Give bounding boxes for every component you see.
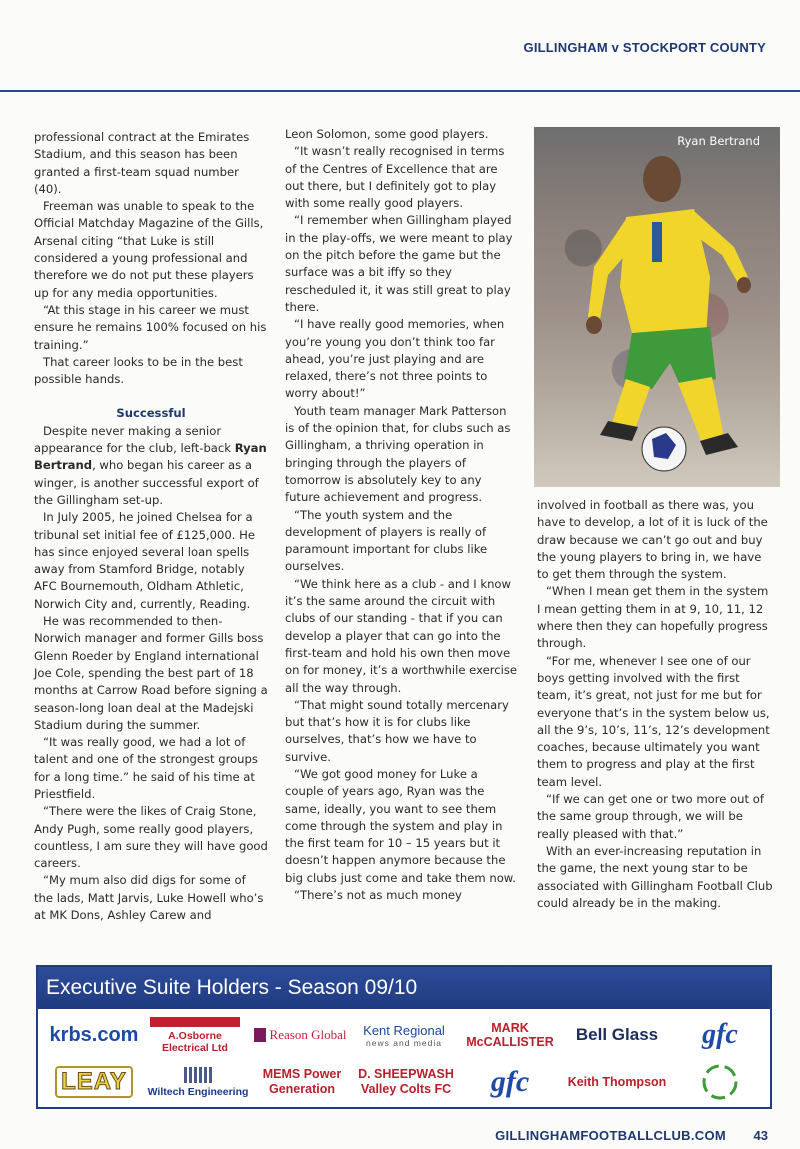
executive-suite-banner xyxy=(36,965,772,1109)
sponsor-bell-glass: Bell Glass xyxy=(575,1025,659,1044)
wiltech-logo-icon xyxy=(184,1067,212,1083)
page-footer xyxy=(0,1096,800,1149)
paragraph: “I have really good memories, when you’re young you don’t think too far ahead, you’re just playing and are relaxed, there’s not three points to worry about!” xyxy=(285,317,505,401)
leay-logo: LEAY xyxy=(55,1066,133,1098)
sponsor-gfc-logo: gfc xyxy=(702,1019,738,1050)
paragraph: professional contract at the Emirates Stadium, and this season has been granted a first-team squad number (40). xyxy=(34,130,250,196)
paragraph: “There were the likes of Craig Stone, Andy Pugh, some really good players, countless, I am sure they will have good careers. xyxy=(34,804,268,871)
reason-logo-icon xyxy=(254,1028,266,1042)
player-name: Ryan Bertrand xyxy=(34,441,267,473)
sponsor-krbs: krbs.com xyxy=(49,1023,139,1046)
sponsor-reason-global xyxy=(250,1017,350,1053)
paragraph: “For me, whenever I see one of our boys getting involved with the first team, it’s great, not just for me but for everyone that’s in the system below us, all the 9’s, 10’s, 11’s, 12’s development coaches, because ultimately you want them to progress and play at the first team level. xyxy=(537,653,770,789)
paragraph: That career looks to be in the best possible hands. xyxy=(34,354,243,387)
sponsor-osborne xyxy=(146,1013,244,1057)
player-figure xyxy=(534,127,780,487)
sponsor-keith-thompson: Keith Thompson xyxy=(567,1074,667,1089)
header-rule xyxy=(0,90,800,92)
paragraph: “It wasn’t really recognised in terms of the Centres of Excellence that are out there, but I definitely got to play with some really good players. xyxy=(285,144,505,211)
sponsor-mark-mccallister: MARK McCALLISTER xyxy=(466,1021,554,1049)
player-photo xyxy=(534,127,780,487)
paragraph: “The youth system and the development of players is really of paramount important for clubs like ourselves. xyxy=(285,507,488,574)
paragraph xyxy=(34,423,268,509)
sponsor-sublabel: news and media xyxy=(366,1037,442,1048)
paragraph: Youth team manager Mark Patterson is of the opinion that, for clubs such as Gillingham, a thriving operation in bringing through the players of tomorrow is absolutely key to any future achievement and progress. xyxy=(285,403,511,505)
paragraph: “If we can get one or two more out of the same group through, we will be really pleased with that.” xyxy=(537,792,764,841)
header-title: GILLINGHAM v STOCKPORT COUNTY xyxy=(523,40,766,55)
footer-url: GILLINGHAMFOOTBALLCLUB.COM xyxy=(495,1128,726,1143)
paragraph: “That might sound totally mercenary but that’s how it is for clubs like ourselves, that’s how we have to survive. xyxy=(285,697,509,764)
paragraph: “At this stage in his career we must ensure he remains 100% focused on his training.” xyxy=(34,302,267,352)
paragraph: In July 2005, he joined Chelsea for a tribunal set initial fee of £125,000. He has since enjoyed several loan spells away from Stamford Bridge, notably AFC Bournemouth, Oldham Athletic, Norwich City and, currently, Reading. xyxy=(34,510,256,611)
sponsor-label: Kent Regional xyxy=(363,1022,445,1038)
text-span: Despite never making a senior appearance for the club, left-back xyxy=(34,423,235,456)
paragraph: He was recommended to then-Norwich manager and former Gills boss Glenn Roeder by England international Joe Cole, spending the best part of 18 months at Carrow Road before signing a season-long loan deal at the Madejski Stadium during the summer. xyxy=(34,614,268,732)
sponsor-mems: MEMS Power Generation xyxy=(262,1067,342,1096)
sponsor-gfc-logo: gfc xyxy=(490,1065,530,1098)
sponsor-sheepwash: D. SHEEPWASH Valley Colts FC xyxy=(358,1067,454,1096)
paragraph: “We think here as a club - and I know it’s the same around the circuit with clubs of our standing - that if you can develop a player that can go into the first-team and hold his own then move on for money, it’s a worthwhile exercise all the way through. xyxy=(285,576,517,695)
sponsor-label: A.Osborne Electrical Ltd xyxy=(162,1029,228,1054)
sponsor-label: Wiltech Engineering xyxy=(147,1085,249,1098)
paragraph: “It was really good, we had a lot of talent and one of the strongest groups for a long time.” he said of his time at Priestfield. xyxy=(34,735,258,801)
sponsor-label: Reason Global xyxy=(269,1027,347,1042)
photo-caption: Ryan Bertrand xyxy=(677,134,760,148)
paragraph: Leon Solomon, some good players. xyxy=(285,127,489,141)
article-column-2 xyxy=(285,126,519,904)
page-number: 43 xyxy=(753,1128,768,1143)
article-column-1 xyxy=(34,129,268,924)
paragraph: involved in football as there was, you have to develop, a lot of it is luck of the draw because we can’t go out and buy the young players to bring in, we have to get them through the system. xyxy=(537,498,768,582)
paragraph: “I remember when Gillingham played in the play-offs, we were meant to play on the pitch before the game but the surface was a bit iffy so they rescheduled it, it was still great to play there. xyxy=(285,213,513,314)
paragraph: With an ever-increasing reputation in the game, the next young star to be associated with Gillingham Football Club could already be in the making. xyxy=(537,843,773,910)
article-column-3 xyxy=(537,497,773,912)
banner-title: Executive Suite Holders - Season 09/10 xyxy=(38,967,770,1009)
paragraph: “We got good money for Luke a couple of years ago, Ryan was the same, ideally, you want to see them come through the system and play in the first team for 10 – 15 years but it doesn’t happen anymore because the big clubs just come and take them now. xyxy=(285,766,516,885)
paragraph: “When I mean get them in the system I mean getting them in at 9, 10, 11, 12 where then they can hopefully progress through. xyxy=(537,584,769,651)
paragraph: Freeman was unable to speak to the Official Matchday Magazine of the Gills, Arsenal citing “that Luke is still considered a young professional and therefore we do not put these players up for any media opportunities. xyxy=(34,199,264,300)
paragraph: “My mum also did digs for some of the lads, Matt Jarvis, Luke Howell who’s at MK Dons, Ashley Carew and xyxy=(34,873,264,923)
sponsor-kent-regional xyxy=(354,1015,454,1055)
osborne-logo-bar xyxy=(150,1017,240,1027)
text-span: , who began his career as a winger, is another successful export of the Gillingham set-up. xyxy=(34,458,259,507)
subheading: Successful xyxy=(116,406,186,421)
paragraph: “There’s not as much money xyxy=(294,888,462,903)
